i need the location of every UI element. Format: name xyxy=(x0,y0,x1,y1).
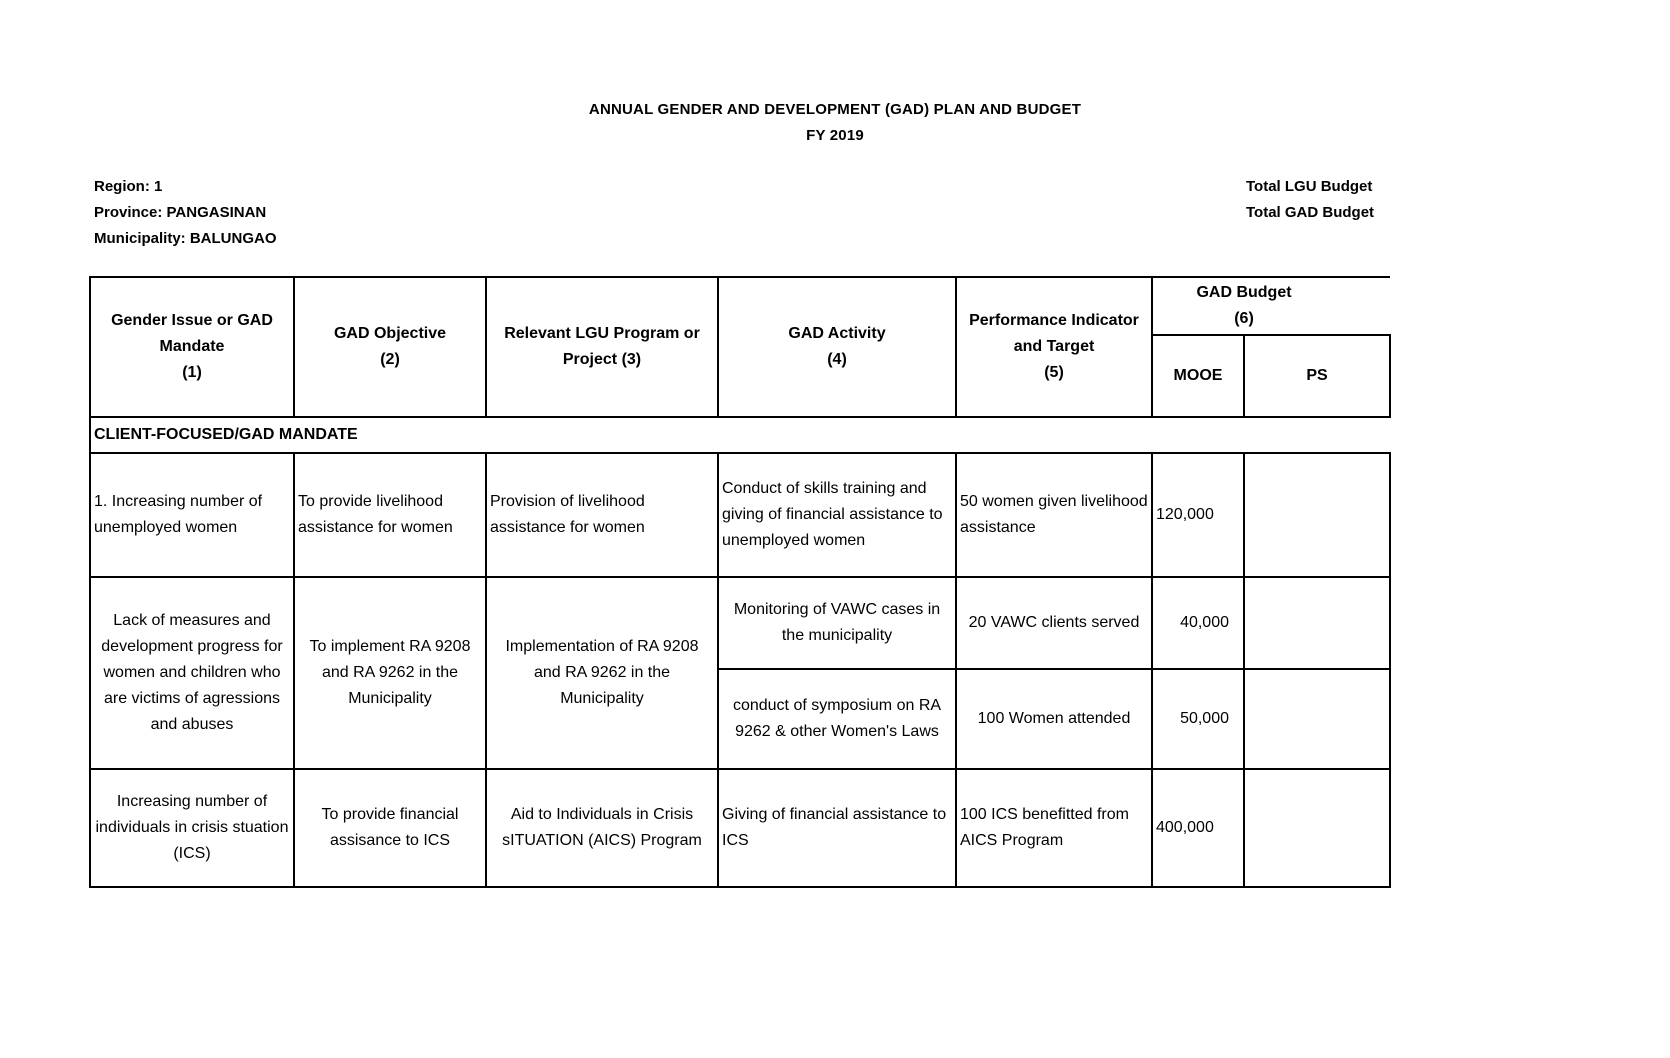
total-gad-budget-label: Total GAD Budget xyxy=(1246,204,1375,221)
header-gad-objective: GAD Objective (2) xyxy=(294,277,486,417)
gad-plan-table xyxy=(89,276,1391,888)
header-performance-indicator: Performance Indicator and Target (5) xyxy=(956,277,1152,417)
cell-ps xyxy=(1244,453,1390,577)
cell-indicator: 50 women given livelihood assistance xyxy=(956,453,1152,577)
cell-indicator: 100 ICS benefitted from AICS Program xyxy=(956,769,1152,887)
cell-indicator: 20 VAWC clients served xyxy=(956,577,1152,669)
table-row xyxy=(90,769,1390,887)
cell-ps xyxy=(1244,669,1390,769)
cell-issue: 1. Increasing number of unemployed women xyxy=(90,453,294,577)
cell-ps xyxy=(1244,769,1390,887)
header-lgu-program: Relevant LGU Program or Project (3) xyxy=(486,277,718,417)
cell-program: Implementation of RA 9208 and RA 9262 in the Municipality xyxy=(486,577,718,769)
gad-plan-table-viewport xyxy=(89,276,1336,888)
cell-program: Aid to Individuals in Crisis sITUATION (AICS) Program xyxy=(486,769,718,887)
fiscal-year: FY 2019 xyxy=(806,127,864,144)
cell-program: Provision of livelihood assistance for women xyxy=(486,453,718,577)
cell-activity: conduct of symposium on RA 9262 & other Women's Laws xyxy=(718,669,956,769)
page-title: ANNUAL GENDER AND DEVELOPMENT (GAD) PLAN AND BUDGET xyxy=(588,101,1082,118)
cell-mooe: 40,000 xyxy=(1152,577,1244,669)
cell-objective: To provide livelihood assistance for women xyxy=(294,453,486,577)
municipality-label: Municipality: BALUNGAO xyxy=(94,230,277,247)
cell-issue: Lack of measures and development progress for women and children who are victims of agressions and abuses xyxy=(90,577,294,769)
cell-activity: Giving of financial assistance to ICS xyxy=(718,769,956,887)
region-label: Region: 1 xyxy=(94,178,163,195)
header-gad-budget: GAD Budget (6) xyxy=(1152,277,1390,335)
cell-indicator: 100 Women attended xyxy=(956,669,1152,769)
cell-activity: Conduct of skills training and giving of financial assistance to unemployed women xyxy=(718,453,956,577)
section-row xyxy=(90,417,1390,453)
cell-objective: To implement RA 9208 and RA 9262 in the Municipality xyxy=(294,577,486,769)
total-lgu-budget-label: Total LGU Budget xyxy=(1246,178,1373,195)
cell-mooe: 50,000 xyxy=(1152,669,1244,769)
table-header-row-top xyxy=(90,277,1390,335)
header-mooe: MOOE xyxy=(1152,335,1244,417)
section-label: CLIENT-FOCUSED/GAD MANDATE xyxy=(90,417,1390,453)
cell-objective: To provide financial assisance to ICS xyxy=(294,769,486,887)
cell-ps xyxy=(1244,577,1390,669)
header-gad-activity: GAD Activity (4) xyxy=(718,277,956,417)
cell-activity: Monitoring of VAWC cases in the municipality xyxy=(718,577,956,669)
header-gender-issue: Gender Issue or GAD Mandate (1) xyxy=(90,277,294,417)
table-row xyxy=(90,453,1390,577)
table-row xyxy=(90,577,1390,669)
cell-mooe: 400,000 xyxy=(1152,769,1244,887)
cell-mooe: 120,000 xyxy=(1152,453,1244,577)
header-ps: PS xyxy=(1244,335,1390,417)
cell-issue: Increasing number of individuals in crisis stuation (ICS) xyxy=(90,769,294,887)
province-label: Province: PANGASINAN xyxy=(94,204,267,221)
